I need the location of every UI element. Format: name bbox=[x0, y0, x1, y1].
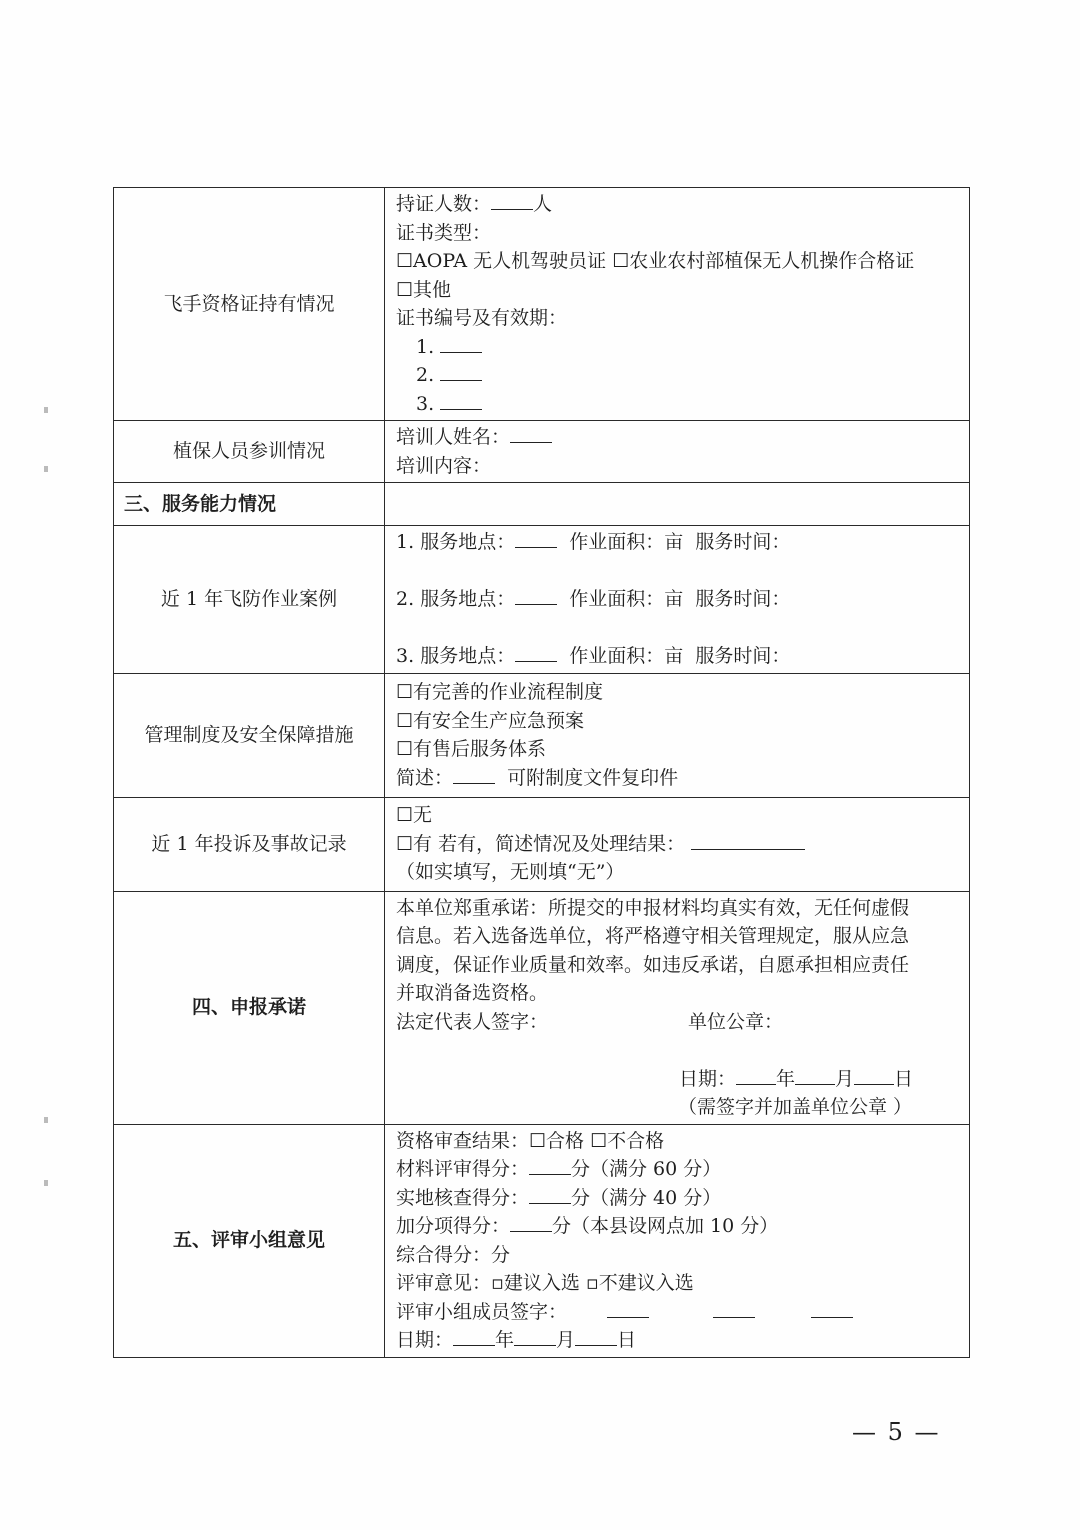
cases-row bbox=[114, 526, 970, 674]
after-sales-checkbox[interactable]: ☐有售后服务体系 bbox=[396, 738, 547, 760]
case-site-blank[interactable] bbox=[515, 586, 557, 605]
signature-blank[interactable] bbox=[811, 1299, 853, 1318]
cert-item-blank[interactable] bbox=[440, 391, 482, 410]
cert-item: 3. bbox=[396, 390, 959, 419]
site-score: 实地核查得分： 分（满分 40 分） bbox=[396, 1186, 722, 1209]
material-score-blank[interactable] bbox=[529, 1156, 571, 1175]
case-item: 3. 服务地点： 作业面积：亩 服务时间： bbox=[396, 645, 791, 667]
seal-note: （需签字并加盖单位公章 ） bbox=[678, 1096, 913, 1118]
case-site-blank[interactable] bbox=[515, 643, 557, 662]
training-label: 植保人员参训情况 bbox=[114, 421, 385, 483]
year-blank[interactable] bbox=[736, 1066, 776, 1085]
commit-text-line: 信息。若入选备选单位，将严格遵守相关管理规定，服从应急 bbox=[396, 925, 910, 947]
section3-empty bbox=[385, 483, 970, 526]
pilot-cert-content bbox=[385, 188, 970, 421]
commit-heading: 四、申报承诺 bbox=[114, 891, 385, 1124]
complaints-row bbox=[114, 797, 970, 891]
moa-checkbox[interactable]: ☐农业农村部植保无人机操作合格证 bbox=[612, 250, 915, 272]
month-blank[interactable] bbox=[514, 1327, 556, 1346]
complaints-note: （如实填写，无则填“无”） bbox=[396, 861, 625, 884]
review-heading: 五、评审小组意见 bbox=[114, 1124, 385, 1357]
mgmt-content bbox=[385, 673, 970, 797]
material-score: 材料评审得分： 分（满分 60 分） bbox=[396, 1158, 722, 1180]
year-blank[interactable] bbox=[453, 1327, 495, 1346]
mgmt-row bbox=[114, 673, 970, 797]
complaints-label: 近 1 年投诉及事故记录 bbox=[114, 797, 385, 891]
binding-mark bbox=[44, 1180, 48, 1186]
review-opinion[interactable]: 评审意见：▫建议入选 ▫不建议入选 bbox=[396, 1272, 694, 1294]
case-item: 1. 服务地点： 作业面积：亩 服务时间： bbox=[396, 531, 791, 553]
signature-blank[interactable] bbox=[713, 1299, 755, 1318]
signature-blank[interactable] bbox=[607, 1299, 649, 1318]
other-checkbox[interactable]: ☐其他 bbox=[396, 278, 452, 301]
aopa-checkbox[interactable]: ☐AOPA 无人机驾驶员证 bbox=[396, 250, 607, 272]
training-content-label: 培训内容： bbox=[396, 454, 492, 477]
pilot-cert-label: 飞手资格证持有情况 bbox=[114, 188, 385, 421]
review-row bbox=[114, 1124, 970, 1357]
training-content bbox=[385, 421, 970, 483]
commit-text-line: 并取消备选资格。 bbox=[396, 982, 549, 1004]
month-blank[interactable] bbox=[795, 1066, 835, 1085]
brief-blank[interactable] bbox=[453, 765, 495, 784]
page-number: — 5 — bbox=[852, 1418, 941, 1446]
cert-number-label: 证书编号及有效期： bbox=[396, 307, 568, 329]
commit-date: 日期： 年 月 日 bbox=[679, 1067, 914, 1090]
cert-type-label: 证书类型： bbox=[396, 221, 492, 244]
complaints-content bbox=[385, 797, 970, 891]
application-form-table bbox=[113, 187, 970, 1358]
cert-item-blank[interactable] bbox=[440, 334, 482, 353]
emergency-plan-checkbox[interactable]: ☐有安全生产应急预案 bbox=[396, 709, 585, 732]
cert-type-options bbox=[396, 247, 959, 276]
cases-label: 近 1 年飞防作业案例 bbox=[114, 526, 385, 674]
pilot-cert-row bbox=[114, 188, 970, 421]
cert-item: 2. bbox=[396, 361, 959, 390]
review-content bbox=[385, 1124, 970, 1357]
commit-text-line: 调度，保证作业质量和效率。如违反承诺，自愿承担相应责任 bbox=[396, 953, 910, 976]
commit-row bbox=[114, 891, 970, 1124]
cert-holder-count: 持证人数： 人 bbox=[396, 193, 553, 215]
trainee-name-blank[interactable] bbox=[510, 424, 552, 443]
workflow-checkbox[interactable]: ☐有完善的作业流程制度 bbox=[396, 681, 604, 703]
review-date: 日期： 年 月 日 bbox=[396, 1329, 637, 1351]
qualification-result[interactable]: 资格审查结果：☐合格 ☐不合格 bbox=[396, 1129, 665, 1152]
trainee-name: 培训人姓名： bbox=[396, 423, 959, 452]
case-site-blank[interactable] bbox=[515, 529, 557, 548]
review-signatures: 评审小组成员签字： bbox=[396, 1298, 959, 1327]
has-complaint-checkbox[interactable]: ☐有 若有，简述情况及处理结果： bbox=[396, 832, 686, 855]
training-row bbox=[114, 421, 970, 483]
cert-count-blank[interactable] bbox=[491, 191, 533, 210]
unit-seal-label: 单位公章： bbox=[688, 1010, 784, 1033]
cert-item: 1. bbox=[396, 333, 959, 362]
binding-mark bbox=[44, 407, 48, 413]
site-score-blank[interactable] bbox=[529, 1185, 571, 1204]
rep-signature-label: 法定代表人签字： bbox=[396, 1010, 549, 1033]
binding-mark bbox=[44, 466, 48, 472]
signature-line bbox=[396, 1008, 959, 1037]
mgmt-brief: 简述： 可附制度文件复印件 bbox=[396, 766, 679, 789]
section3-heading: 三、服务能力情况 bbox=[114, 483, 385, 526]
bonus-score-blank[interactable] bbox=[510, 1213, 552, 1232]
no-complaint-checkbox[interactable]: ☐无 bbox=[396, 804, 433, 827]
has-complaint bbox=[396, 830, 959, 859]
commit-text-line: 本单位郑重承诺：所提交的申报材料均真实有效，无任何虚假 bbox=[396, 896, 910, 919]
total-score: 综合得分：分 bbox=[396, 1243, 511, 1266]
cert-item-blank[interactable] bbox=[440, 362, 482, 381]
binding-mark bbox=[44, 1117, 48, 1123]
commit-content bbox=[385, 891, 970, 1124]
section3-row bbox=[114, 483, 970, 526]
complaint-detail-blank[interactable] bbox=[691, 831, 805, 850]
day-blank[interactable] bbox=[854, 1066, 894, 1085]
case-item: 2. 服务地点： 作业面积：亩 服务时间： bbox=[396, 588, 791, 610]
cases-content bbox=[385, 526, 970, 674]
mgmt-label: 管理制度及安全保障措施 bbox=[114, 673, 385, 797]
bonus-score: 加分项得分： 分（本县设网点加 10 分） bbox=[396, 1215, 779, 1237]
day-blank[interactable] bbox=[575, 1327, 617, 1346]
